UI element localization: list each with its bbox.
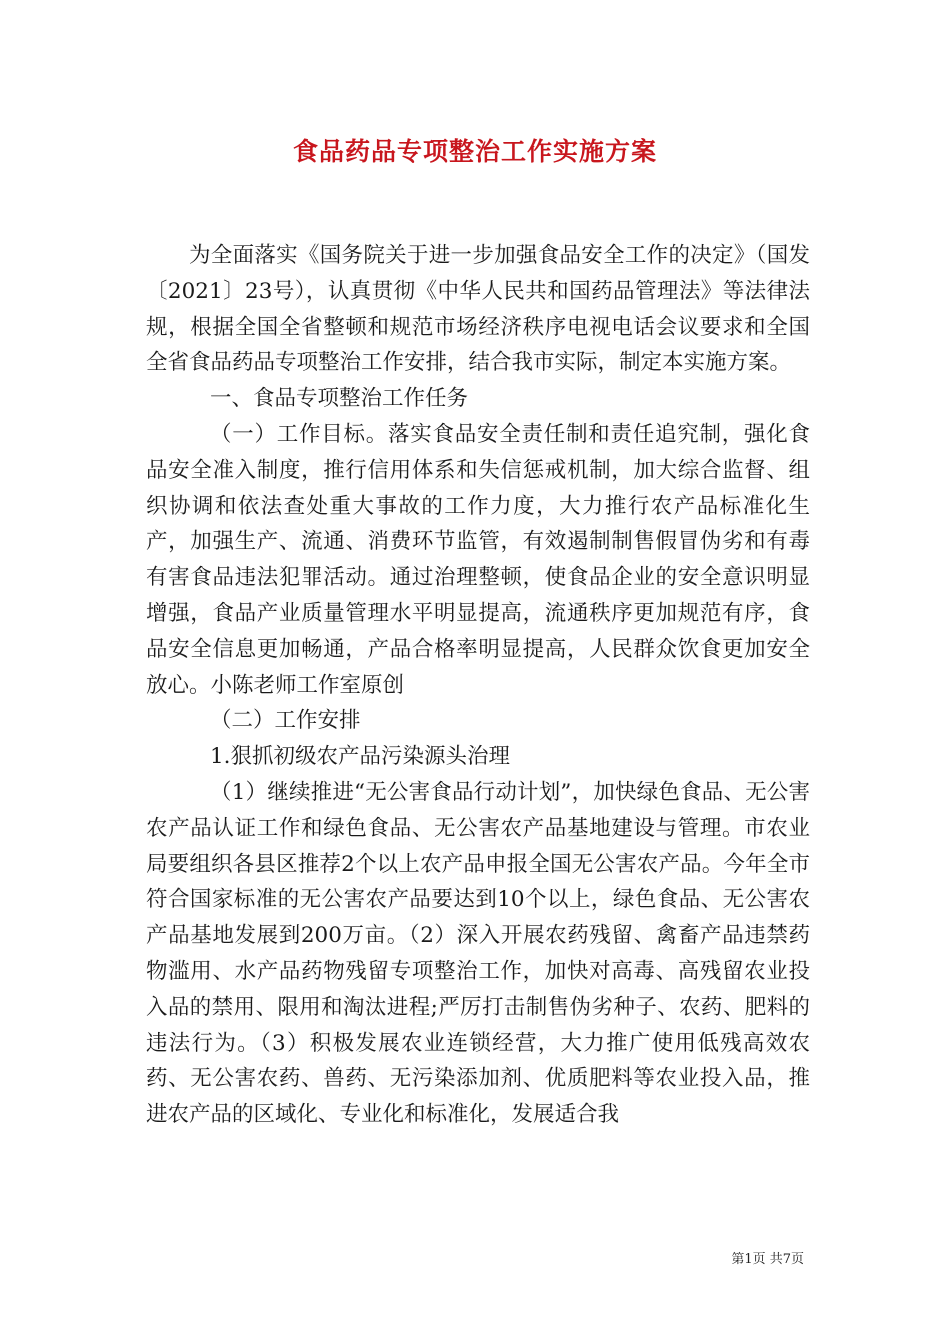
section-heading-1: 一、食品专项整治工作任务 [210,386,469,412]
document-body [146,238,810,1133]
paragraph-work-goals: （一）工作目标。落实食品安全责任制和责任追究制，强化食品安全准入制度，推行信用体系和失信惩戒机制，加大综合监督、组织协调和依法查处重大事故的工作力度，大力推行农产品标准化生产，加强生产、流通、消费环节监管，有效遏制制售假冒伪劣和有毒有害食品违法犯罪活动。通过治理整顿，使食品企业的安全意识明显增强，食品产业质量管理水平明显提高，流通秩序更加规范有序，食品安全信息更加畅通，产品合格率明显提高，人民群众饮食更加安全放心。小陈老师工作室原创 [146,421,810,698]
subsection-heading-2: （二）工作安排 [210,708,361,734]
paragraph-intro: 为全面落实《国务院关于进一步加强食品安全工作的决定》（国发〔2021〕23号），认真贯彻《中华人民共和国药品管理法》等法律法规，根据全国全省整顿和规范市场经济秩序电视电话会议要求和全国全省食品药品专项整治工作安排，结合我市实际，制定本实施方案。 [146,243,810,376]
item-heading-1: 1.狠抓初级农产品污染源头治理 [210,744,511,770]
paragraph-agriculture-measures: （1）继续推进“无公害食品行动计划”，加快绿色食品、无公害农产品认证工作和绿色食品、无公害农产品基地建设与管理。市农业局要组织各县区推荐2个以上农产品申报全国无公害农产品。今年全市符合国家标准的无公害农产品要达到10个以上，绿色食品、无公害农产品基地发展到200万亩。（2）深入开展农药残留、禽畜产品违禁药物滥用、水产品药物残留专项整治工作，加快对高毒、高残留农业投入品的禁用、限用和淘汰进程;严厉打击制售伪劣种子、农药、肥料的违法行为。（3）积极发展农业连锁经营，大力推广使用低残高效农药、无公害农药、兽药、无污染添加剂、优质肥料等农业投入品，推进农产品的区域化、专业化和标准化，发展适合我 [146,779,810,1128]
document-title: 食品药品专项整治工作实施方案 [292,137,657,166]
page-number-footer: 第1页 共7页 [731,1252,804,1267]
